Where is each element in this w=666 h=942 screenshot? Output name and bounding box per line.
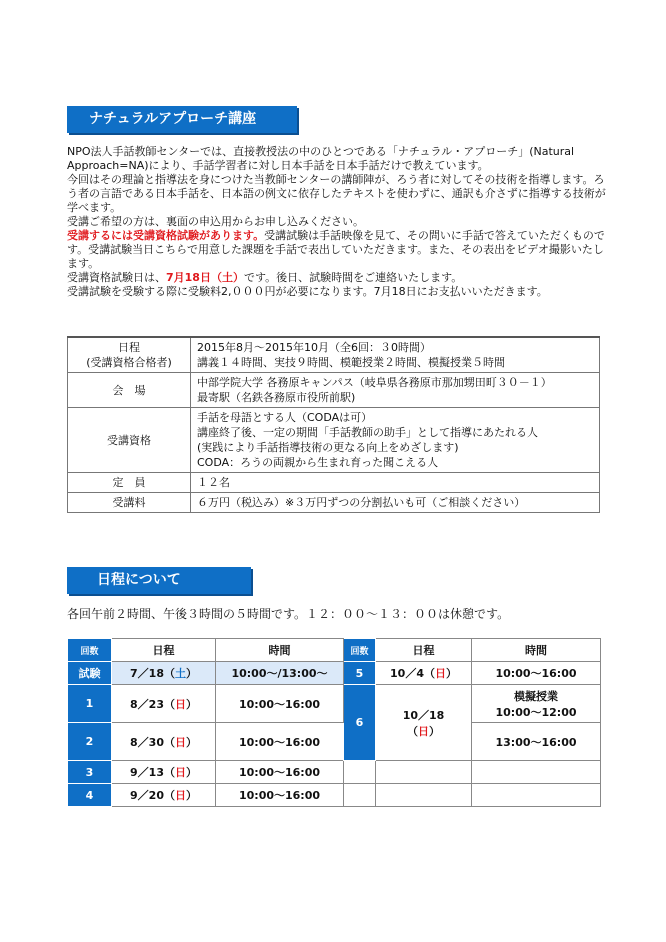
empty-num-cell bbox=[344, 761, 376, 784]
session-5-time: 10:00～16:00 bbox=[472, 662, 601, 685]
empty-time-cell-2 bbox=[472, 784, 601, 807]
exam-description: 受講試験は手話映像を見て、その問いに手話で答えていただくものです。受講試験当日こちらで用意した課題を手話で表出していただきます。また、その表出をビデオ撮影いたします。 bbox=[67, 229, 605, 270]
schedule-row-1 bbox=[68, 685, 601, 723]
session-3-time: 10:00～16:00 bbox=[216, 761, 344, 784]
session-1-date: 8／23（日） bbox=[112, 685, 216, 723]
trial-time: 10:00～/13:00～ bbox=[216, 662, 344, 685]
empty-date-cell bbox=[376, 761, 472, 784]
header-time-right: 時間 bbox=[472, 639, 601, 662]
trial-label: 試験 bbox=[68, 662, 112, 685]
section-title-course: ナチュラルアプローチ講座 bbox=[67, 106, 297, 133]
schedule-label-sub: (受講資格合格者) bbox=[86, 356, 172, 369]
session-6-time-1: 10:00～12:00 bbox=[495, 705, 577, 719]
header-time-left: 時間 bbox=[216, 639, 344, 662]
qualification-line-4: CODA：ろうの両親から生まれ育った聞こえる人 bbox=[197, 456, 439, 469]
schedule-label-main: 日程 bbox=[118, 341, 140, 354]
header-num-left: 回数 bbox=[68, 639, 112, 662]
intro-paragraph-6: 受講試験を受験する際に受験料2,０００円が必要になります。7月18日にお支払いいただきます。 bbox=[67, 285, 548, 298]
schedule-note: 各回午前２時間、午後３時間の５時間です。１２：００～１３：００は休憩です。 bbox=[67, 607, 510, 621]
intro-paragraph-4 bbox=[67, 229, 607, 271]
info-row-schedule bbox=[68, 337, 600, 373]
exam-required-notice: 受講するには受講資格試験があります。 bbox=[67, 229, 265, 242]
fee-label: 受講料 bbox=[68, 493, 191, 513]
empty-date-cell-2 bbox=[376, 784, 472, 807]
venue-line-1: 中部学院大学 各務原キャンパス（岐阜県各務原市那加甥田町３０－１） bbox=[197, 376, 552, 389]
session-6-mock-label: 模擬授業 bbox=[514, 689, 558, 703]
exam-date-suffix: です。後日、試験時間をご連絡いたします。 bbox=[243, 271, 463, 284]
session-6-num: 6 bbox=[344, 685, 376, 761]
session-1-num: 1 bbox=[68, 685, 112, 723]
session-6-time-2: 13:00～16:00 bbox=[472, 723, 601, 761]
venue-label: 会 場 bbox=[68, 373, 191, 408]
session-4-date: 9／20（日） bbox=[112, 784, 216, 807]
capacity-label: 定 員 bbox=[68, 473, 191, 493]
empty-num-cell-2 bbox=[344, 784, 376, 807]
header-date-right: 日程 bbox=[376, 639, 472, 662]
header-num-right: 回数 bbox=[344, 639, 376, 662]
header-date-left: 日程 bbox=[112, 639, 216, 662]
qualification-label: 受講資格 bbox=[68, 408, 191, 473]
qualification-value bbox=[191, 408, 600, 473]
session-1-time: 10:00～16:00 bbox=[216, 685, 344, 723]
exam-date-prefix: 受講資格試験日は、 bbox=[67, 271, 166, 284]
session-2-date: 8／30（日） bbox=[112, 723, 216, 761]
schedule-row-4 bbox=[68, 784, 601, 807]
course-info-table bbox=[67, 336, 600, 513]
session-5-num: 5 bbox=[344, 662, 376, 685]
session-6-date: 10／18 （日） bbox=[376, 685, 472, 761]
intro-paragraph-2: 今回はその理論と指導法を身につけた当教師センターの講師陣が、ろう者に対してその技術を指導します。ろう者の言語である日本手話を、日本語の例文に依存したテキストを使わずに、通訳も介さずに指導する技術が学べます。 bbox=[67, 173, 606, 214]
venue-line-2: 最寄駅（名鉄各務原市役所前駅) bbox=[197, 391, 356, 404]
info-row-capacity bbox=[68, 473, 600, 493]
session-3-date: 9／13（日） bbox=[112, 761, 216, 784]
exam-date: 7月18日（土） bbox=[166, 271, 244, 284]
schedule-table bbox=[67, 638, 601, 807]
intro-text bbox=[67, 145, 607, 299]
schedule-value bbox=[191, 337, 600, 373]
schedule-row-3 bbox=[68, 761, 601, 784]
qualification-line-3: (実践により手話指導技術の更なる向上をめざします) bbox=[197, 441, 459, 454]
trial-date: 7／18（土） bbox=[112, 662, 216, 685]
schedule-label bbox=[68, 337, 191, 373]
fee-value: ６万円（税込み）※３万円ずつの分割払いも可（ご相談ください） bbox=[191, 493, 600, 513]
schedule-line-1: 2015年8月～2015年10月（全6回：３0時間） bbox=[197, 341, 431, 354]
intro-paragraph-3: 受講ご希望の方は、裏面の申込用からお申し込みください。 bbox=[67, 215, 364, 228]
schedule-row-2 bbox=[68, 723, 601, 761]
session-3-num: 3 bbox=[68, 761, 112, 784]
info-row-fee bbox=[68, 493, 600, 513]
session-4-time: 10:00～16:00 bbox=[216, 784, 344, 807]
empty-time-cell bbox=[472, 761, 601, 784]
intro-paragraph-1: NPO法人手話教師センターでは、直接教授法の中のひとつである「ナチュラル・アプローチ」(Natural Approach=NA)により、手話学習者に対し日本手話を日本手話だけで教えています。 bbox=[67, 145, 575, 172]
schedule-header-row bbox=[68, 639, 601, 662]
session-2-num: 2 bbox=[68, 723, 112, 761]
capacity-value: １２名 bbox=[191, 473, 600, 493]
session-5-date: 10／4（日） bbox=[376, 662, 472, 685]
session-2-time: 10:00～16:00 bbox=[216, 723, 344, 761]
qualification-line-1: 手話を母語とする人（CODAは可） bbox=[197, 411, 373, 424]
section-title-schedule: 日程について bbox=[67, 567, 251, 594]
info-row-venue bbox=[68, 373, 600, 408]
qualification-line-2: 講座終了後、一定の期間「手話教師の助手」として指導にあたれる人 bbox=[197, 426, 538, 439]
venue-value bbox=[191, 373, 600, 408]
schedule-line-2: 講義１４時間、実技９時間、模範授業２時間、模擬授業５時間 bbox=[197, 356, 505, 369]
schedule-row-trial bbox=[68, 662, 601, 685]
session-6-morning bbox=[472, 685, 601, 723]
info-row-qualification bbox=[68, 408, 600, 473]
intro-paragraph-5 bbox=[67, 271, 607, 285]
session-4-num: 4 bbox=[68, 784, 112, 807]
